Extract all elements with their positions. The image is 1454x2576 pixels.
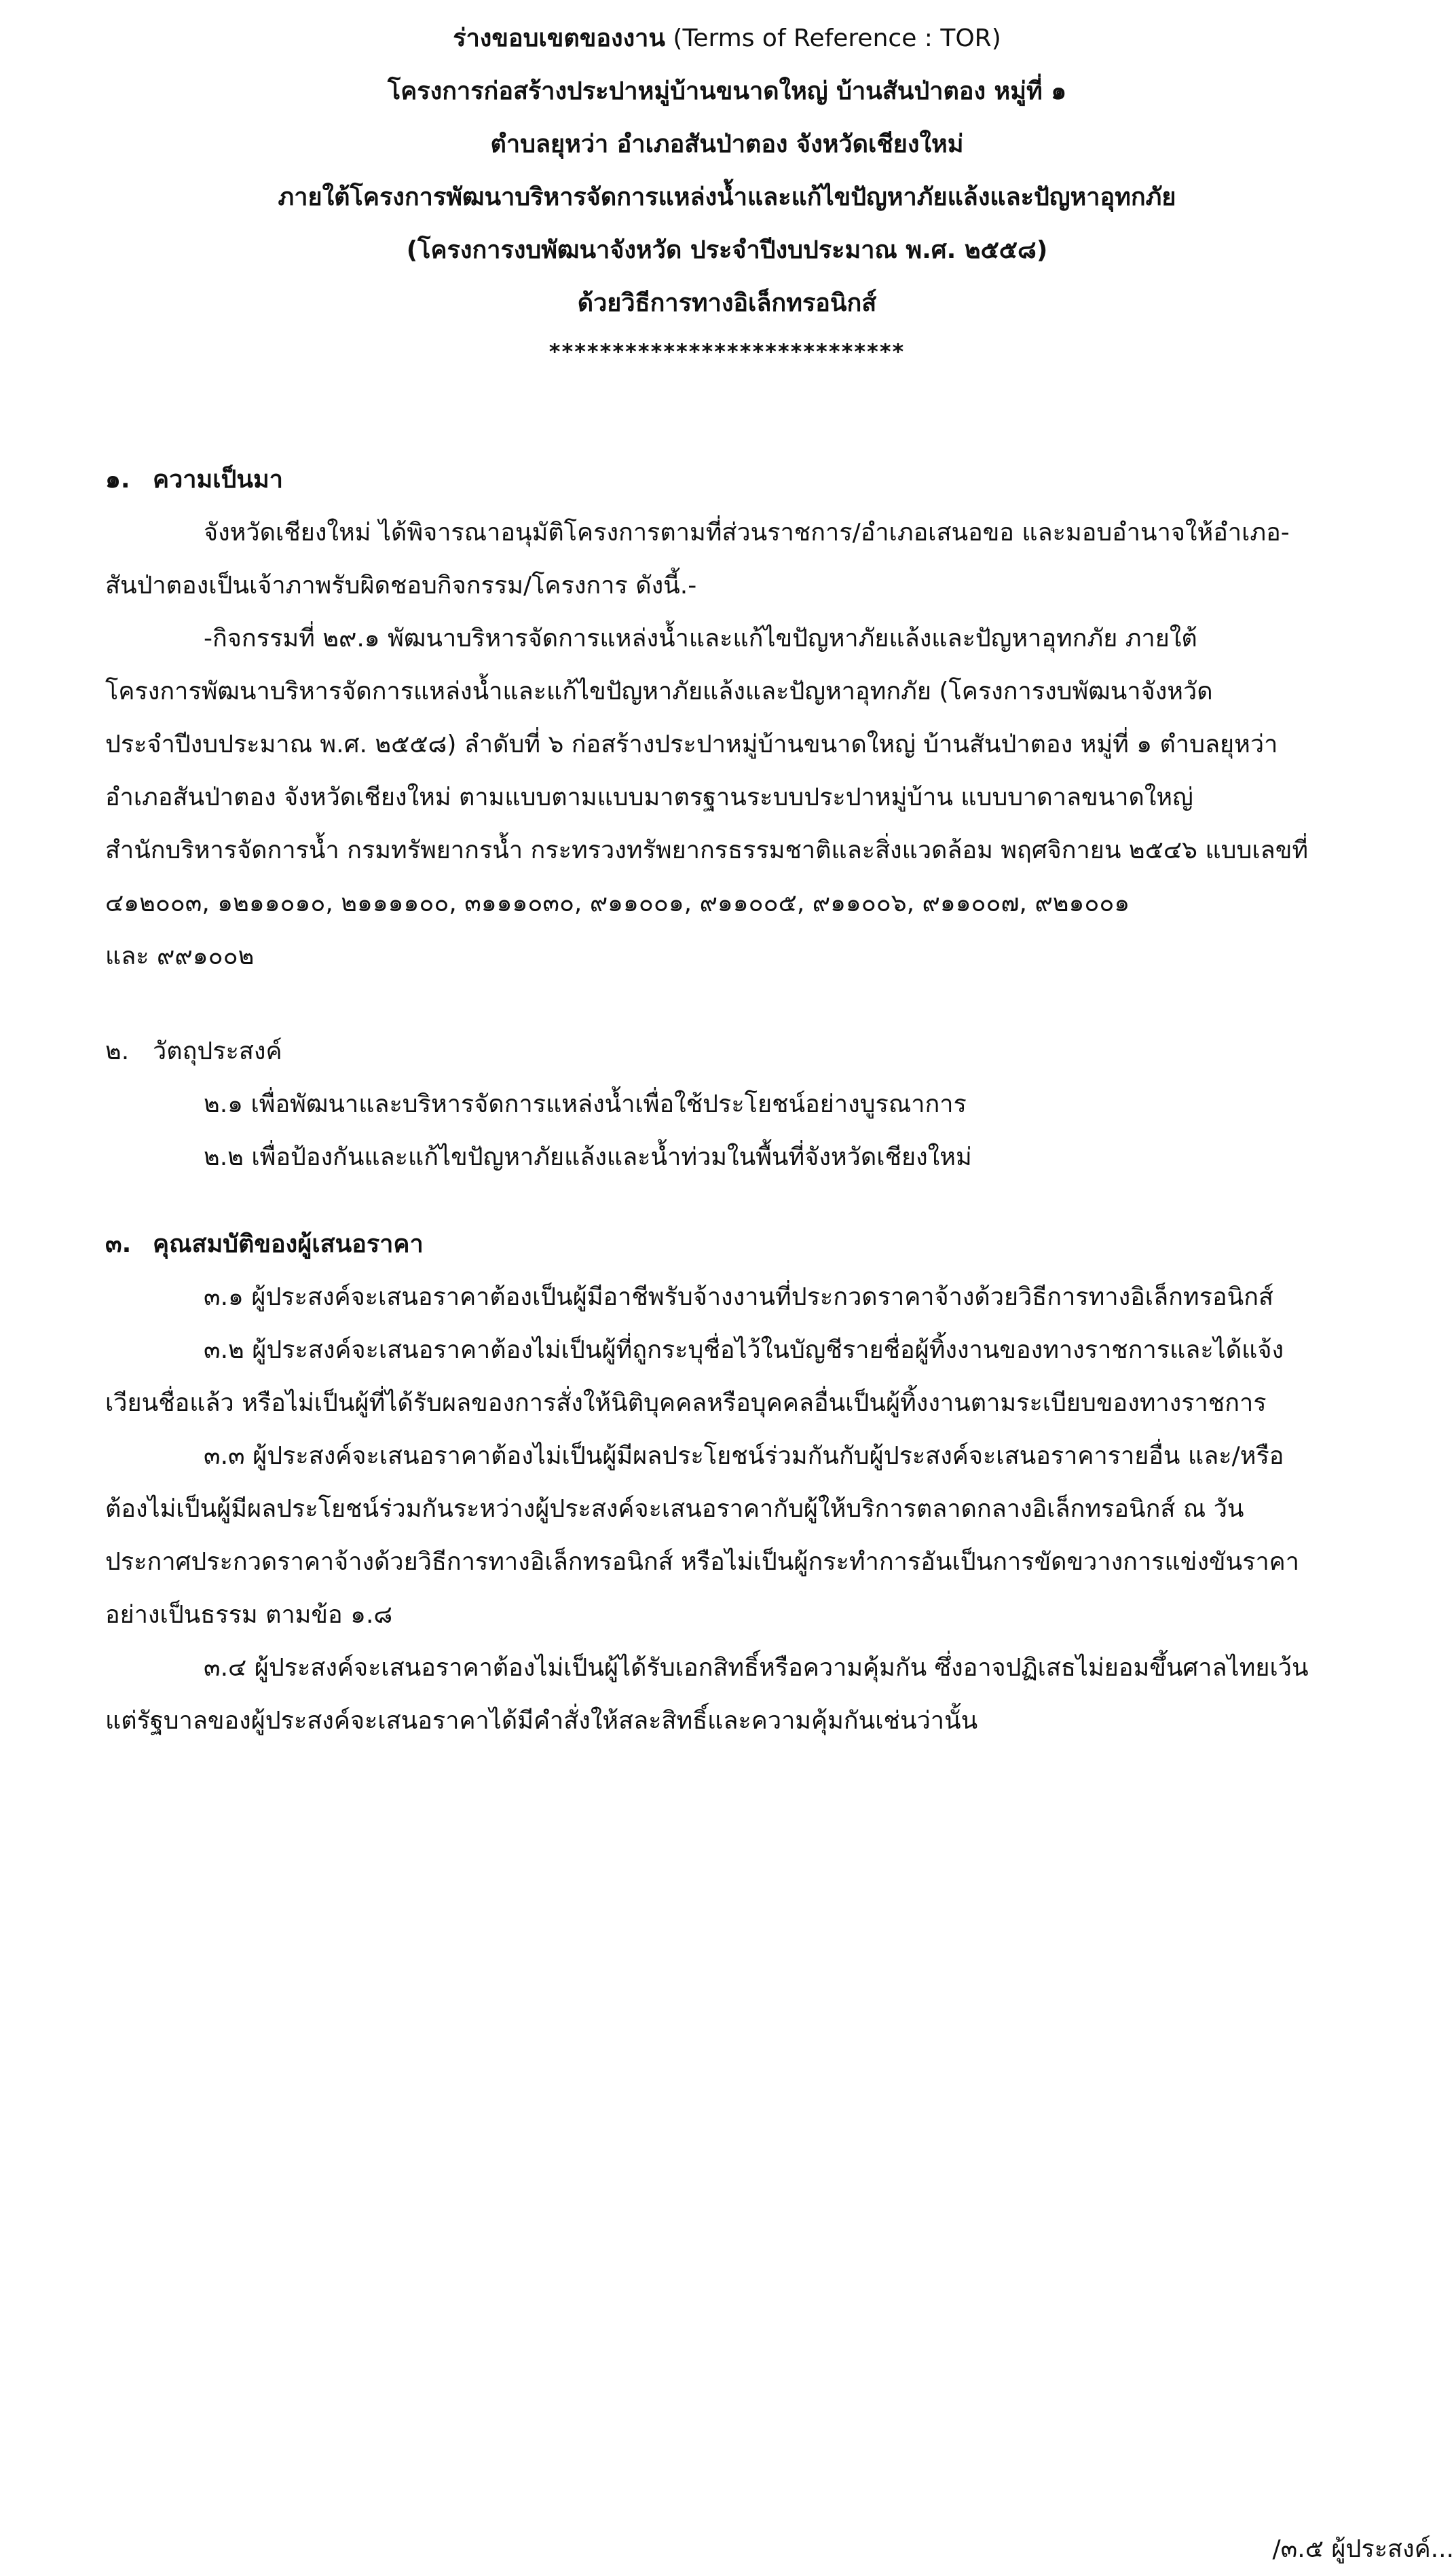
section-3-heading bbox=[105, 1218, 1454, 1271]
section-1-line: และ ๙๙๑๐๐๒ bbox=[105, 942, 255, 970]
title-line-6: ด้วยวิธีการทางอิเล็กทรอนิกส์ bbox=[577, 289, 877, 317]
section-1-number: ๑. bbox=[105, 466, 130, 494]
header-star-divider: **************************** bbox=[548, 339, 906, 365]
title-tor-latin: (Terms of Reference : TOR) bbox=[665, 24, 1001, 52]
section-2-number: ๒. bbox=[105, 1037, 130, 1065]
section-3-line: เวียนชื่อแล้ว หรือไม่เป็นผู้ที่ได้รับผลของการสั่งให้นิติบุคคลหรือบุคคลอื่นเป็นผู้ทิ้งงานตามระเบียบของทางราชการ bbox=[105, 1389, 1267, 1417]
section-1-line: -กิจกรรมที่ ๒๙.๑ พัฒนาบริหารจัดการแหล่งน้ำและแก้ไขปัญหาภัยแล้งและปัญหาอุทกภัย ภายใต้ bbox=[204, 625, 1197, 652]
section-1-line: ประจำปีงบประมาณ พ.ศ. ๒๕๕๘) ลำดับที่ ๖ ก่อสร้างประปาหมู่บ้านขนาดใหญ่ บ้านสันป่าตอง หมู่ที่ ๑ ตำบลยุหว่า bbox=[105, 731, 1278, 758]
section-3-line: ๓.๑ ผู้ประสงค์จะเสนอราคาต้องเป็นผู้มีอาชีพรับจ้างงานที่ประกวดราคาจ้างด้วยวิธีการทางอิเล็กทรอนิกส์ bbox=[204, 1283, 1274, 1311]
section-1-title: ความเป็นมา bbox=[153, 466, 283, 494]
document-header bbox=[0, 12, 1454, 372]
section-1-line: สันป่าตองเป็นเจ้าภาพรับผิดชอบกิจกรรม/โครงการ ดังนี้.- bbox=[105, 572, 697, 600]
title-line-1 bbox=[0, 12, 1454, 65]
section-1-line: โครงการพัฒนาบริหารจัดการแหล่งน้ำและแก้ไขปัญหาภัยแล้งและปัญหาอุทกภัย (โครงการงบพัฒนาจังหวัด bbox=[105, 678, 1213, 705]
section-2-title: วัตถุประสงค์ bbox=[153, 1037, 282, 1065]
section-1-line: จังหวัดเชียงใหม่ ได้พิจารณาอนุมัติโครงการตามที่ส่วนราชการ/อำเภอเสนอขอ และมอบอำนาจให้อำเภอ- bbox=[204, 519, 1290, 547]
section-3-line: ๓.๔ ผู้ประสงค์จะเสนอราคาต้องไม่เป็นผู้ได้รับเอกสิทธิ์หรือความคุ้มกัน ซึ่งอาจปฏิเสธไม่ยอมขึ้นศาลไทยเว้น bbox=[204, 1654, 1309, 1682]
title-tor-thai: ร่างขอบเขตของงาน bbox=[453, 24, 665, 52]
section-3-line: อย่างเป็นธรรม ตามข้อ ๑.๘ bbox=[105, 1601, 393, 1629]
section-3-line: ประกาศประกวดราคาจ้างด้วยวิธีการทางอิเล็กทรอนิกส์ หรือไม่เป็นผู้กระทำการอันเป็นการขัดขวางการแข่งขันราคา bbox=[105, 1548, 1299, 1576]
section-3-line: ต้องไม่เป็นผู้มีผลประโยชน์ร่วมกันระหว่างผู้ประสงค์จะเสนอราคากับผู้ให้บริการตลาดกลางอิเล็กทรอนิกส์ ณ วัน bbox=[105, 1495, 1244, 1523]
section-2-item: ๒.๑ เพื่อพัฒนาและบริหารจัดการแหล่งน้ำเพื่อใช้ประโยชน์อย่างบูรณาการ bbox=[204, 1090, 967, 1118]
section-3-title: คุณสมบัติของผู้เสนอราคา bbox=[153, 1230, 424, 1258]
section-1-line: สำนักบริหารจัดการน้ำ กรมทรัพยากรน้ำ กระทรวงทรัพยากรธรรมชาติและสิ่งแวดล้อม พฤศจิกายน ๒๕๔๖ แบบเลขที่ bbox=[105, 836, 1309, 864]
page-continuation-note: /๓.๕ ผู้ประสงค์... bbox=[1272, 2535, 1454, 2563]
section-2-heading bbox=[105, 1025, 1454, 1078]
section-3-line: แต่รัฐบาลของผู้ประสงค์จะเสนอราคาได้มีคำสั่งให้สละสิทธิ์และความคุ้มกันเช่นว่านั้น bbox=[105, 1707, 978, 1735]
title-line-4: ภายใต้โครงการพัฒนาบริหารจัดการแหล่งน้ำและแก้ไขปัญหาภัยแล้งและปัญหาอุทกภัย bbox=[278, 183, 1176, 211]
title-line-5: (โครงการงบพัฒนาจังหวัด ประจำปีงบประมาณ พ.ศ. ๒๕๕๘) bbox=[406, 236, 1048, 264]
section-2-item: ๒.๒ เพื่อป้องกันและแก้ไขปัญหาภัยแล้งและน้ำท่วมในพื้นที่จังหวัดเชียงใหม่ bbox=[204, 1143, 972, 1171]
section-1-line: ๔๑๒๐๐๓, ๑๒๑๑๐๑๐, ๒๑๑๑๑๐๐, ๓๑๑๑๐๓๐, ๙๑๑๐๐๑, ๙๑๑๐๐๕, ๙๑๑๐๐๖, ๙๑๑๐๐๗, ๙๒๑๐๐๑ bbox=[105, 889, 1130, 917]
section-3-number: ๓. bbox=[105, 1230, 132, 1258]
section-3-line: ๓.๓ ผู้ประสงค์จะเสนอราคาต้องไม่เป็นผู้มีผลประโยชน์ร่วมกันกับผู้ประสงค์จะเสนอราคารายอื่น และ/หรือ bbox=[204, 1442, 1284, 1470]
section-1-heading bbox=[105, 454, 1454, 507]
section-3-line: ๓.๒ ผู้ประสงค์จะเสนอราคาต้องไม่เป็นผู้ที่ถูกระบุชื่อไว้ในบัญชีรายชื่อผู้ทิ้งงานของทางราชการและได้แจ้ง bbox=[204, 1336, 1284, 1364]
section-1-line: อำเภอสันป่าตอง จังหวัดเชียงใหม่ ตามแบบตามแบบมาตรฐานระบบประปาหมู่บ้าน แบบบาดาลขนาดใหญ่ bbox=[105, 784, 1193, 811]
title-line-3: ตำบลยุหว่า อำเภอสันป่าตอง จังหวัดเชียงใหม่ bbox=[490, 130, 964, 158]
title-line-2: โครงการก่อสร้างประปาหมู่บ้านขนาดใหญ่ บ้านสันป่าตอง หมู่ที่ ๑ bbox=[387, 77, 1067, 105]
document-body bbox=[105, 454, 1454, 2563]
